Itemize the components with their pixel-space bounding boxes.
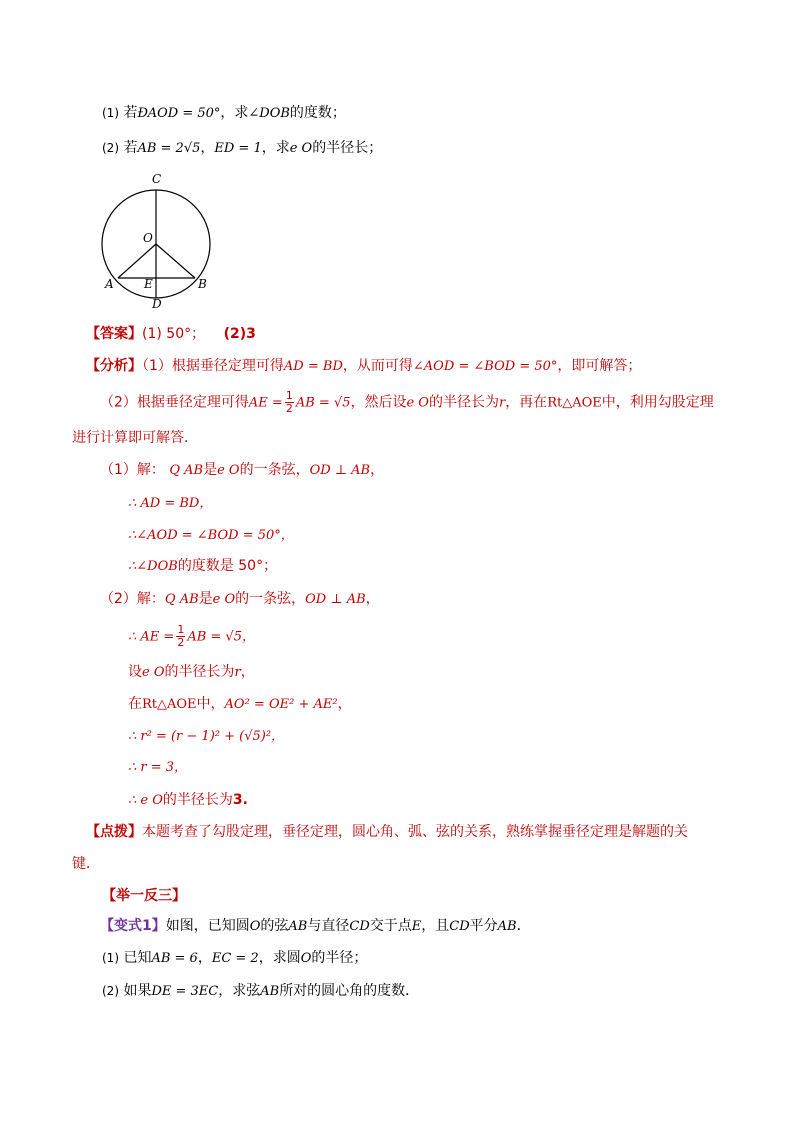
math-expression: ∴∠AOD = ∠BOD = 50°， bbox=[128, 528, 294, 543]
solution-text: 3. bbox=[232, 792, 248, 808]
math-expression: r bbox=[234, 665, 241, 680]
solution-text: 中， bbox=[196, 696, 225, 712]
variant-text: 所对的圆心角的度数． bbox=[279, 983, 420, 999]
variant-text: 如果 bbox=[123, 983, 152, 999]
math-expression: ∴ AE = bbox=[128, 629, 175, 645]
label-e: E bbox=[144, 277, 153, 291]
math-expression: AB bbox=[288, 919, 308, 934]
solution-1-line-4 bbox=[128, 556, 277, 577]
math-expression: Q AB bbox=[164, 592, 199, 607]
math-expression: Rt△AOE bbox=[547, 395, 602, 411]
comment-line-2 bbox=[72, 854, 100, 874]
variant-intro bbox=[100, 916, 531, 937]
variant-text: 已知 bbox=[123, 950, 152, 966]
solution-heading: （2）解： bbox=[100, 591, 165, 607]
solution-text: ， bbox=[365, 591, 380, 607]
question-text: 若 bbox=[123, 140, 138, 156]
math-expression: O bbox=[249, 919, 261, 934]
math-expression: ∠DOB bbox=[248, 106, 290, 121]
math-expression: ∴ e O bbox=[128, 793, 163, 808]
analysis-text: ，即可解答； bbox=[557, 358, 642, 374]
solution-text: ， bbox=[370, 462, 385, 478]
variant-question-1 bbox=[102, 948, 367, 969]
question-text: 的度数； bbox=[289, 105, 346, 121]
math-expression: Rt△AOE bbox=[142, 697, 197, 712]
comment-line-1 bbox=[86, 822, 688, 842]
question-text: ，求 bbox=[220, 105, 249, 121]
math-expression: ∴∠DOB bbox=[128, 559, 178, 574]
circle-symbol: e O bbox=[217, 463, 240, 478]
math-expression: AB = √5 bbox=[295, 395, 351, 411]
circle-figure bbox=[98, 170, 222, 310]
fraction-denominator: 2 bbox=[177, 636, 185, 649]
variant-text: 与直径 bbox=[307, 918, 350, 934]
variant-text: 平分 bbox=[469, 918, 498, 934]
math-expression: AO² = OE² + AE² bbox=[224, 697, 338, 712]
solution-text: ， bbox=[337, 696, 352, 712]
answer-tag: 【答案】 bbox=[86, 326, 142, 342]
solution-text: 的一条弦， bbox=[235, 591, 306, 607]
question-text: 的半径长； bbox=[312, 140, 383, 156]
comment-tag: 【点拨】 bbox=[86, 824, 142, 840]
math-expression: AB = √5， bbox=[187, 629, 255, 645]
label-a: A bbox=[105, 277, 114, 291]
math-expression: DE = 3EC bbox=[151, 984, 219, 999]
analysis-text: （2）根据垂径定理可得 bbox=[100, 394, 249, 411]
circle-symbol: e O bbox=[406, 395, 429, 411]
math-expression: ∴ AD = BD， bbox=[128, 496, 213, 511]
label-d: D bbox=[152, 297, 162, 310]
math-expression: ∴ r = 3， bbox=[128, 760, 188, 775]
analysis-text: 进行计算即可解答． bbox=[72, 430, 198, 446]
circle-symbol: e O bbox=[289, 141, 313, 156]
solution-heading: （1）解： bbox=[100, 462, 165, 478]
solution-text: 的半径长为 bbox=[162, 792, 233, 808]
variant-text: ，求弦 bbox=[218, 983, 261, 999]
answer-part-2: (2)3 bbox=[223, 326, 256, 342]
math-expression: OD ⊥ AB bbox=[309, 463, 371, 478]
solution-2-line-1 bbox=[100, 589, 380, 610]
math-expression: AD = BD bbox=[283, 359, 343, 374]
variant-text: 交于点 bbox=[369, 918, 412, 934]
math-expression: AB = 6 bbox=[151, 951, 198, 966]
math-expression: OD ⊥ AB bbox=[305, 592, 366, 607]
analysis-line-2 bbox=[100, 390, 714, 415]
solution-1-line-1 bbox=[100, 460, 384, 481]
solution-2-line-2 bbox=[128, 624, 255, 649]
answer-line bbox=[86, 324, 256, 344]
math-expression: O bbox=[300, 951, 312, 966]
analysis-line-1 bbox=[86, 356, 641, 377]
analysis-text: （1）根据垂径定理可得 bbox=[142, 358, 284, 374]
analysis-line-3 bbox=[72, 428, 198, 448]
fraction-numerator: 1 bbox=[177, 623, 185, 636]
analysis-text: ，然后设 bbox=[350, 394, 407, 411]
question-2 bbox=[102, 138, 382, 159]
solution-1-line-2 bbox=[128, 494, 212, 514]
answer-part-1: (1) 50°； bbox=[142, 326, 206, 342]
question-number: (1) bbox=[102, 106, 119, 120]
math-expression: AB bbox=[497, 919, 517, 934]
math-expression: ∠AOD = ∠BOD = 50° bbox=[412, 359, 558, 374]
fraction-denominator: 2 bbox=[285, 402, 293, 415]
solution-text: 的一条弦， bbox=[239, 462, 310, 478]
math-expression: ∴ r² = (r − 1)² + (√5)²， bbox=[128, 729, 285, 744]
variant-question-2 bbox=[102, 981, 419, 1002]
analysis-text: 的半径长为 bbox=[428, 394, 499, 411]
math-expression: ÐAOD = 50° bbox=[137, 106, 221, 121]
practice-heading-text: 【举一反三】 bbox=[102, 888, 186, 904]
comment-text: 键． bbox=[72, 856, 100, 872]
question-number: (1) bbox=[102, 951, 119, 965]
solution-2-line-7 bbox=[128, 790, 248, 811]
question-number: (2) bbox=[102, 141, 119, 155]
math-expression: Q AB bbox=[169, 463, 204, 478]
fraction bbox=[285, 390, 294, 415]
solution-2-line-3 bbox=[128, 662, 255, 683]
label-c: C bbox=[152, 172, 162, 186]
question-text: 若 bbox=[123, 105, 138, 121]
math-expression: E bbox=[411, 919, 422, 934]
math-expression: AB bbox=[260, 984, 280, 999]
circle-symbol: e O bbox=[212, 592, 236, 607]
variant-text: ， bbox=[197, 950, 212, 966]
solution-text: 是 bbox=[198, 591, 213, 607]
question-text: ，求 bbox=[261, 140, 290, 156]
math-expression: EC = 2 bbox=[211, 951, 259, 966]
question-text: ， bbox=[200, 140, 215, 156]
radius-oa bbox=[118, 244, 156, 278]
math-expression: CD bbox=[349, 919, 370, 934]
solution-text: 是 bbox=[203, 462, 218, 478]
variant-text: 的弦 bbox=[260, 918, 289, 934]
solution-text: 的度数是 50°； bbox=[177, 558, 278, 574]
solution-text: 在 bbox=[128, 696, 142, 712]
question-1 bbox=[102, 103, 346, 124]
variant-tag: 【变式1】 bbox=[100, 918, 166, 934]
solution-2-line-5 bbox=[128, 727, 284, 747]
label-b: B bbox=[198, 277, 207, 291]
fraction-numerator: 1 bbox=[285, 389, 293, 402]
math-expression: r bbox=[498, 395, 506, 411]
solution-text: 设 bbox=[128, 664, 142, 680]
math-expression: CD bbox=[449, 919, 470, 934]
solution-1-line-3 bbox=[128, 526, 294, 546]
math-expression: AE = bbox=[248, 395, 283, 411]
analysis-text: ，从而可得 bbox=[342, 358, 413, 374]
question-number: (2) bbox=[102, 984, 119, 998]
variant-text: ，且 bbox=[421, 918, 450, 934]
analysis-text: ，再在 bbox=[505, 394, 548, 411]
math-expression: ED = 1 bbox=[214, 141, 262, 156]
variant-text: 如图，已知圆 bbox=[165, 918, 250, 934]
solution-2-line-6 bbox=[128, 758, 187, 778]
variant-text: ． bbox=[516, 918, 531, 934]
analysis-text: 中，利用勾股定理 bbox=[601, 394, 714, 411]
circle-symbol: e O bbox=[142, 665, 165, 680]
label-o: O bbox=[143, 231, 153, 245]
radius-ob bbox=[156, 244, 195, 278]
solution-2-line-4 bbox=[128, 694, 352, 715]
solution-text: ， bbox=[240, 664, 255, 680]
fraction bbox=[176, 624, 185, 649]
variant-text: ，求圆 bbox=[258, 950, 301, 966]
solution-text: 的半径长为 bbox=[164, 664, 235, 680]
analysis-tag: 【分析】 bbox=[86, 358, 142, 374]
practice-heading bbox=[102, 886, 186, 906]
math-expression: AB = 2√5 bbox=[137, 141, 201, 156]
variant-text: 的半径； bbox=[311, 950, 368, 966]
comment-text: 本题考查了勾股定理，垂径定理，圆心角、弧、弦的关系，熟练掌握垂径定理是解题的关 bbox=[142, 824, 688, 840]
